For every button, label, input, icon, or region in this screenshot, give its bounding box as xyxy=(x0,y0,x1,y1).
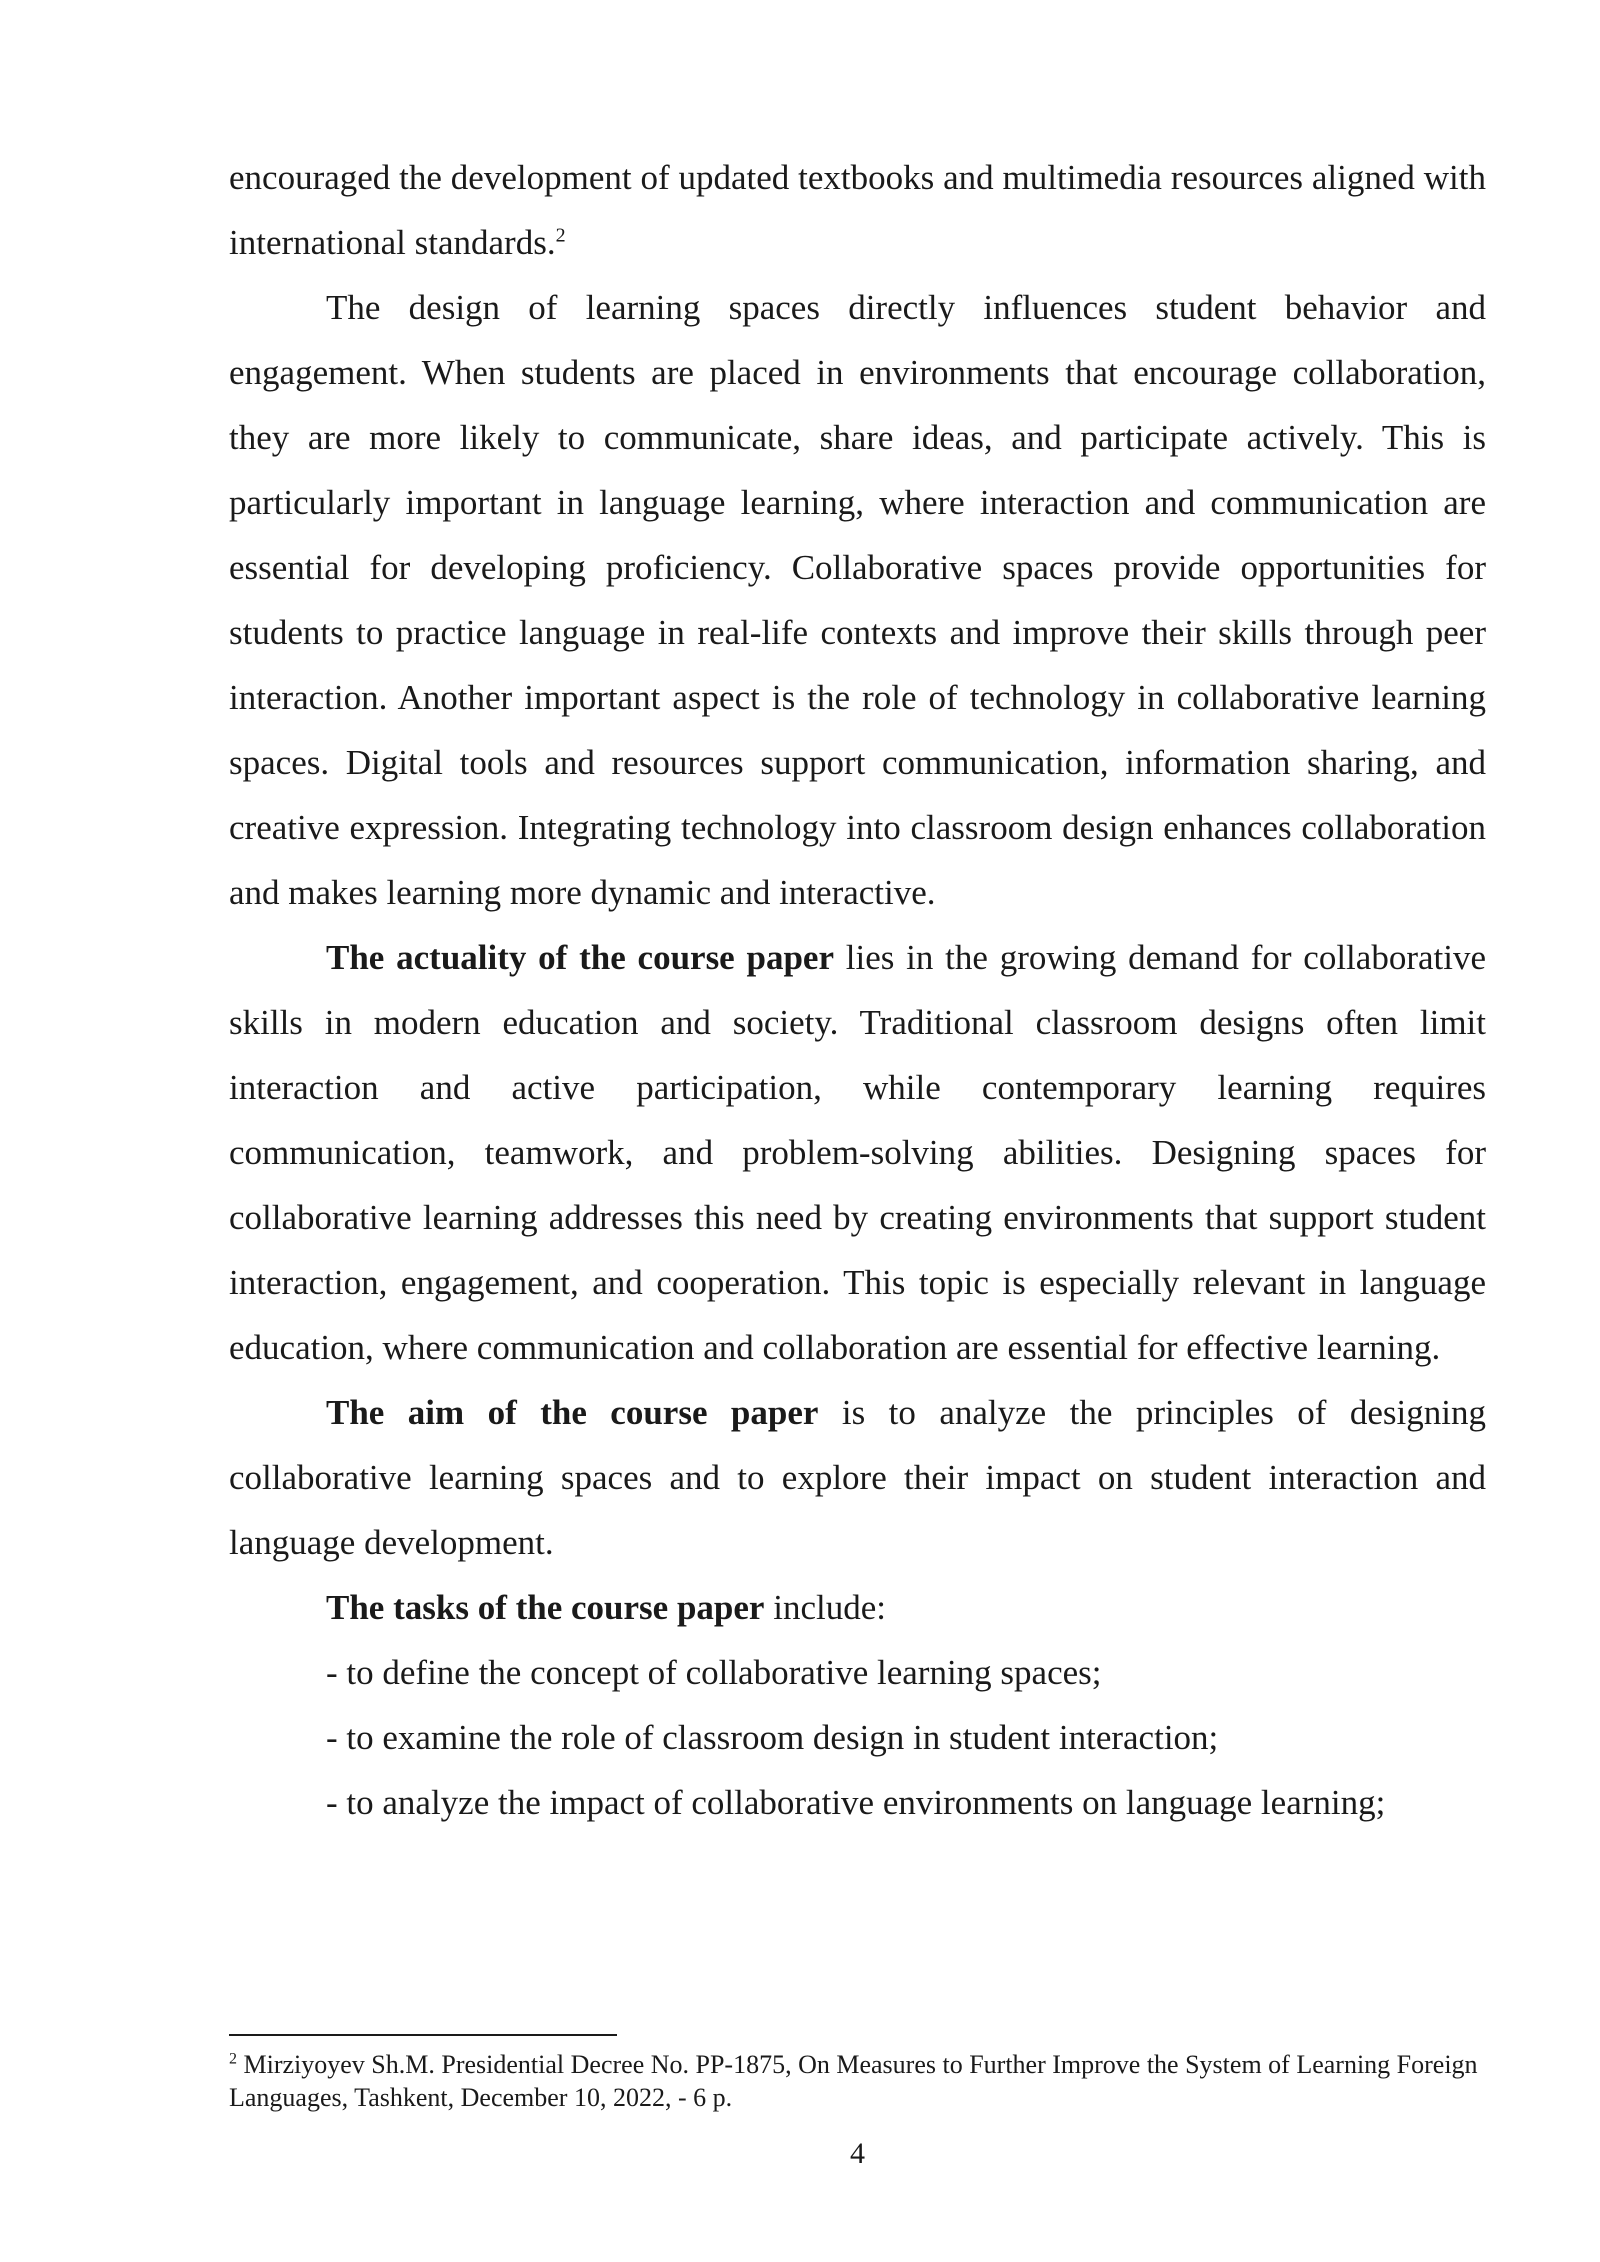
task-list-item: - to define the concept of collaborative learning spaces; xyxy=(326,1653,1102,1692)
footnote-marker: 2 xyxy=(229,2050,237,2068)
paragraph-text: encouraged the development of updated textbooks and multimedia resources aligned with international standards. xyxy=(229,158,1486,262)
paragraph-text: The design of learning spaces directly influences student behavior and engagement. When students are placed in environments that encourage collaboration, they are more likely to communicate, share ideas, and participate actively. This is particularly important in language learning, where interaction and communication are essential for developing proficiency. Collaborative spaces provide opportunities for students to practice language in real-life contexts and improve their skills through peer interaction. Another important aspect is the role of technology in collaborative learning spaces. Digital tools and resources support communication, information sharing, and creative expression. Integrating technology into classroom design enhances collaboration and makes learning more dynamic and interactive. xyxy=(229,288,1486,912)
footnote xyxy=(229,2048,1486,2114)
footnote-divider xyxy=(229,2034,617,2036)
paragraph-actuality xyxy=(229,925,1486,1380)
paragraph-continuation xyxy=(229,145,1486,275)
paragraph-text: is to analyze the principles of designing collaborative learning spaces and to explore their impact on student interaction and language development. xyxy=(229,1393,1486,1562)
paragraph-aim xyxy=(229,1380,1486,1575)
paragraph-lead: The aim of the course paper xyxy=(326,1393,819,1432)
body-text xyxy=(229,145,1486,1835)
footnote-text: Mirziyoyev Sh.M. Presidential Decree No. PP-1875, On Measures to Further Improve the System of Learning Foreign Languages, Tashkent, December 10, 2022, - 6 p. xyxy=(229,2050,1478,2112)
paragraph-lead: The tasks of the course paper xyxy=(326,1588,765,1627)
paragraph-text: lies in the growing demand for collaborative skills in modern education and society. Traditional classroom designs often limit interaction and active participation, while contemporary learning requires communication, teamwork, and problem-solving abilities. Designing spaces for collaborative learning addresses this need by creating environments that support student interaction, engagement, and cooperation. This topic is especially relevant in language education, where communication and collaboration are essential for effective learning. xyxy=(229,938,1486,1367)
footnote-reference: 2 xyxy=(555,224,566,247)
paragraph-lead: The actuality of the course paper xyxy=(326,938,834,977)
paragraph-learning-spaces xyxy=(229,275,1486,925)
task-list-item: - to examine the role of classroom design in student interaction; xyxy=(326,1718,1219,1757)
paragraph-tasks xyxy=(229,1575,1486,1640)
page-number: 4 xyxy=(850,2137,865,2170)
task-list-item: - to analyze the impact of collaborative environments on language learning; xyxy=(326,1783,1386,1822)
paragraph-text: include: xyxy=(764,1588,886,1627)
